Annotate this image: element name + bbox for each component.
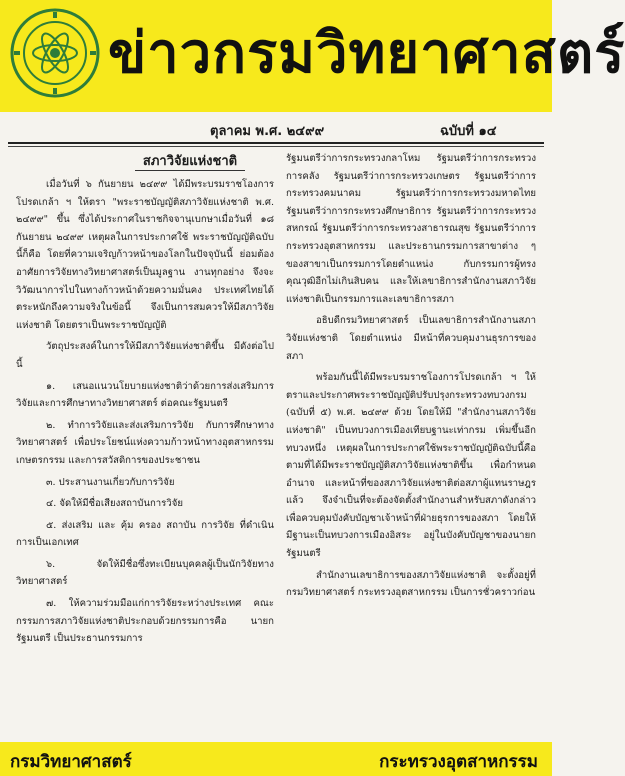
heading-underline bbox=[135, 170, 245, 171]
paragraph: สำนักงานเลขาธิการของสภาวิจัยแห่งชาติ จะตั้งอยู่ที่กรมวิทยาศาสตร์ กระทรวงอุตสาหกรรม เป็นการชั่วคราวก่อน bbox=[286, 569, 536, 599]
issue-date: ตุลาคม พ.ศ. ๒๔๙๙ bbox=[210, 124, 325, 139]
paragraph: อธิบดีกรมวิทยาศาสตร์ เป็นเลขาธิการสำนักงานสภาวิจัยแห่งชาติ โดยตำแหน่ง มีหน้าที่ควบคุมงานธุรการของสภา bbox=[286, 315, 536, 362]
list-item: ๕. ส่งเสริม และ คุ้ม ครอง สถาบัน การวิจัย ที่ดำเนินการเป็นเอกเทศ bbox=[16, 519, 274, 549]
issue-info bbox=[0, 118, 552, 142]
footer-ministry: กระทรวงอุตสาหกรรม bbox=[379, 752, 538, 772]
issue-number: ฉบับที่ ๑๔ bbox=[440, 124, 497, 139]
article-column-right bbox=[286, 150, 536, 738]
paragraph: รัฐมนตรีว่าการกระทรวงกลาโหม รัฐมนตรีว่าการกระทรวงการคลัง รัฐมนตรีว่าการกระทรวงเกษตร รัฐมนตรีว่าการกระทรวงคมนาคม รัฐมนตรีว่าการกระทรวงมหาดไทย รัฐมนตรีว่าการกระทรวงศึกษาธิการ รัฐมนตรีว่าการกระทรวงสหกรณ์ รัฐมนตรีว่าการกระทรวงสาธารณสุข รัฐมนตรีว่าการกระทรวงอุตสาหกรรม และประธานกรรมการสาขาต่าง ๆ ของสาขาเป็นกรรมการโดยตำแหน่ง กับกรรมการผู้ทรงคุณวุฒิอีกไม่เกินสิบคน และให้เลขาธิการสำนักงานสภาวิจัยแห่งชาติเป็นกรรมการและเลขาธิการสภา bbox=[286, 153, 536, 305]
department-seal-icon bbox=[10, 8, 100, 98]
footer-bar bbox=[0, 742, 552, 776]
masthead bbox=[0, 0, 625, 112]
paragraph: วัตถุประสงค์ในการให้มีสภาวิจัยแห่งชาติขึ้น มีดังต่อไปนี้ bbox=[16, 341, 274, 370]
list-item: ๓. ประสานงานเกี่ยวกับการวิจัย bbox=[46, 476, 175, 488]
list-item: ๖. จัดให้มีชื่อซึ่งทะเบียนบุคคลผู้เป็นนักวิจัยทางวิทยาศาสตร์ bbox=[16, 558, 274, 588]
list-item: ๒. ทำการวิจัยและส่งเสริมการวิจัย กับการศึกษาทางวิทยาศาสตร์ เพื่อประโยชน์แห่งความก้าวหน้าทางอุตสาหกรรม เกษตรกรรม และการสวัสดิการของประชาชน bbox=[16, 419, 274, 466]
list-item: ๗. ให้ความร่วมมือแก่การวิจัยระหว่างประเทศ คณะกรรมการสภาวิจัยแห่งชาติประกอบด้วยกรรมการคือ นายกรัฐมนตรี เป็นประธานกรรมการ bbox=[16, 598, 274, 645]
divider bbox=[8, 142, 544, 144]
paragraph: เมื่อวันที่ ๖ กันยายน ๒๔๙๙ ได้มีพระบรมราชโองการโปรดเกล้า ฯ ให้ตรา "พระราชบัญญัติสภาวิจัยแห่งชาติ พ.ศ. ๒๔๙๙" ขึ้น ซึ่งได้ประกาศในราชกิจจานุเบกษาเมื่อวันที่ ๑๘ กันยายน ๒๔๙๙ เหตุผลในการประกาศใช้ พระราชบัญญัติฉบับนี้ก็คือ โดยที่ความเจริญก้าวหน้าของโลกในปัจจุบันนี้ ย่อมต้องอาศัยการวิจัยทางวิทยาศาสตร์เป็นมูลฐาน งานทุกอย่าง จึงจะวิวัฒนาการไปในทางก้าวหน้าด้วยความมั่นคง ประเทศไทยได้ตระหนักถึงความจริงในข้อนี้ จึงเป็นการสมควรให้มีสภาวิจัยแห่งชาติ โดยตราเป็นพระราชบัญญัติ bbox=[16, 179, 274, 331]
newsletter-title: ข่าวกรมวิทยาศาสตร์ bbox=[108, 21, 625, 86]
list-item: ๑. เสนอแนวนโยบายแห่งชาติว่าด้วยการส่งเสริมการวิจัยและการศึกษาทางวิทยาศาสตร์ ต่อคณะรัฐมนตรี bbox=[16, 380, 274, 410]
article-column-left bbox=[16, 176, 274, 738]
article-heading: สภาวิจัยแห่งชาติ bbox=[142, 154, 238, 169]
footer-department: กรมวิทยาศาสตร์ bbox=[10, 752, 132, 772]
list-item: ๔. จัดให้มีชื่อเสียงสถาบันการวิจัย bbox=[46, 498, 183, 510]
divider bbox=[8, 146, 544, 147]
paragraph: พร้อมกันนี้ได้มีพระบรมราชโองการโปรดเกล้า ฯ ให้ตราและประกาศพระราชบัญญัติปรับปรุงกระทรวงทบวงกรม (ฉบับที่ ๕) พ.ศ. ๒๔๙๙ ด้วย โดยให้มี "สำนักงานสภาวิจัยแห่งชาติ" เป็นทบวงการเมืองเทียบฐานะเท่ากรม เพิ่มขึ้นอีกทบวงหนึ่ง เหตุผลในการประกาศใช้พระราชบัญญัติฉบับนี้คือ ตามที่ได้มีพระราชบัญญัติสภาวิจัยแห่งชาติขึ้น เพื่อกำหนดอำนาจ และหน้าที่ของสภาวิจัยแห่งชาติต่อสภาผู้แทนราษฎรแล้ว จึงจำเป็นที่จะต้องจัดตั้งสำนักงานสำหรับสภาดังกล่าว เพื่อควบคุมบังคับบัญชาเจ้าหน้าที่ฝ่ายธุรการของสภา โดยให้มีฐานะเป็นทบวงการเมืองอิสระ อยู่ในบังคับบัญชาของนายกรัฐมนตรี bbox=[286, 372, 536, 560]
